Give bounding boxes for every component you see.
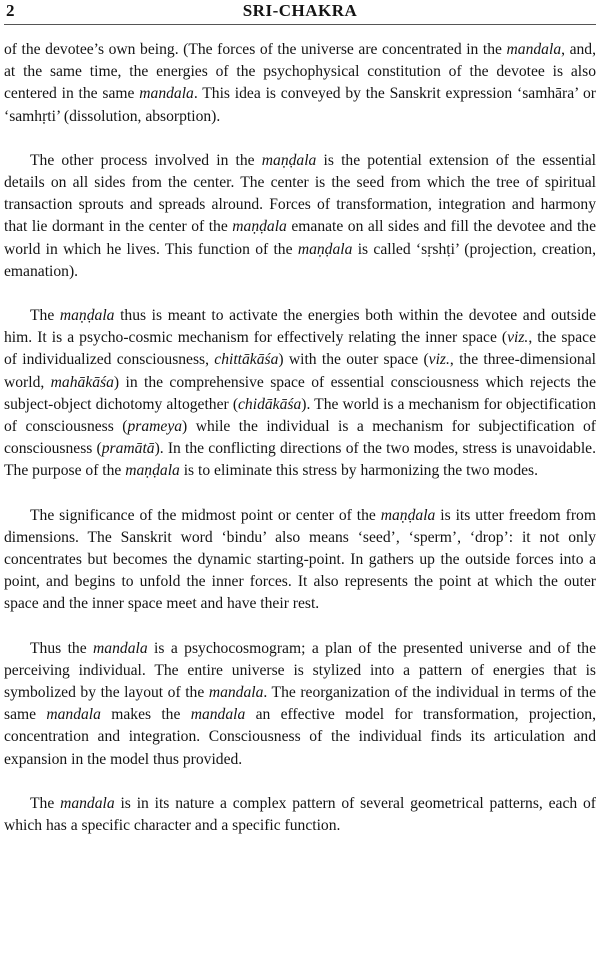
italic-term: viz. — [428, 351, 450, 369]
italic-term: mandala — [46, 706, 101, 724]
text-run: of the devotee’s own being. (The forces of the universe are concentrated in the — [4, 41, 507, 58]
text-run: The — [30, 307, 60, 325]
text-run: makes the — [100, 706, 191, 724]
text-run: emanate on all sides and fill the devotee and the world in which he lives. This function of the — [4, 218, 596, 258]
italic-term: maṇḍala — [59, 307, 115, 325]
text-run: an effective model for transformation, projection, concentration and integration. Consciousness of the individual finds its articulation and expansion in the model thus provided. — [4, 706, 596, 768]
text-run: ) in the comprehensive space of essential consciousness which rejects the subject-object dichotomy altogether ( — [4, 373, 596, 413]
page-header — [4, 0, 596, 25]
text-run: Thus the — [30, 639, 94, 657]
italic-term: maṇḍala — [297, 240, 353, 258]
text-run: , and, at the same time, the energies of the psychophysical constitution of the devotee is also centered in the same — [4, 41, 596, 103]
text-run: thus is meant to activate the energies both within the devotee and outside him. It is a psycho-cosmic mechanism for effectively relating the inner space ( — [4, 307, 596, 347]
text-run: is in its nature a complex pattern of several geometrical patterns, each of which has a specific character and a specific function. — [4, 794, 596, 835]
text-run: is to eliminate this stress by harmonizing the two modes. — [179, 462, 539, 480]
paragraph-6 — [4, 793, 596, 837]
italic-term: pramātā — [101, 440, 155, 458]
text-run: is its utter freedom from dimensions. The Sanskrit word ‘bindu’ also means ‘seed’, ‘sperm’, ‘drop’: it not only concentrates but becomes the dynamic starting-point. In gathers up the outside forces into a point, and begins to unfold the inner forces. It also represents the point at which the outer space and the inner space meet and have their rest. — [4, 506, 596, 613]
text-run: , the space of individualized consciousness, — [4, 329, 596, 369]
text-run: is the potential extension of the essential details on all sides from the center. The center is the seed from which the tree of spiritual transaction sprouts and spreads alround. Forces of transformation, integration and harmony that lie dormant in the center of the — [4, 151, 596, 236]
italic-term: mandala — [60, 794, 115, 812]
text-run: ). The world is a mechanism for objectification of consciousness ( — [4, 395, 596, 436]
italic-term: maṇḍala — [125, 462, 180, 480]
italic-term: mandala — [208, 684, 264, 702]
italic-term: maṇḍala — [261, 151, 317, 169]
running-head: SRI-CHAKRA — [242, 1, 358, 20]
paragraph-2 — [4, 150, 596, 283]
text-run: ) while the individual is a mechanism for subjectification of consciousness ( — [4, 418, 596, 458]
paragraph-3 — [4, 305, 596, 483]
italic-term: chittākāśa — [214, 351, 279, 369]
italic-term: mandala — [506, 41, 562, 58]
italic-term: mahākāśa — [50, 373, 114, 391]
text-run: The other process involved in the — [30, 151, 262, 169]
text-run: . This idea is conveyed by the Sanskrit expression ‘samhāra’ or ‘samhṛti’ (dissolution, absorption). — [4, 85, 596, 125]
italic-term: mandala — [93, 639, 148, 657]
paragraph-1 — [4, 39, 596, 128]
italic-term: mandala — [139, 85, 194, 103]
italic-term: maṇḍala — [380, 506, 436, 524]
text-run: The significance of the midmost point or center of the — [30, 506, 381, 524]
text-run: is called ‘sṛshṭi’ (projection, creation, emanation). — [4, 240, 596, 280]
paragraph-4 — [4, 505, 596, 616]
italic-term: chidākāśa — [238, 395, 302, 413]
text-run: The — [30, 794, 61, 812]
italic-term: prameya — [127, 418, 183, 436]
text-run: ) with the outer space ( — [278, 351, 429, 369]
italic-term: mandala — [190, 706, 246, 724]
paragraph-5 — [4, 638, 596, 771]
italic-term: viz. — [507, 329, 529, 347]
text-run: is a psychocosmogram; a plan of the presented universe and of the perceiving individual. The entire universe is stylized into a pattern of energies that is symbolized by the layout of the — [4, 639, 596, 702]
page-number: 2 — [6, 1, 15, 20]
text-run: , the three-dimensional world, — [4, 351, 596, 391]
body-text — [4, 39, 596, 837]
text-run: ). In the conflicting directions of the two modes, stress is unavoidable. The purpose of the — [4, 440, 596, 480]
italic-term: maṇḍala — [232, 218, 287, 236]
text-run: . The reorganization of the individual in terms of the same — [4, 684, 596, 724]
